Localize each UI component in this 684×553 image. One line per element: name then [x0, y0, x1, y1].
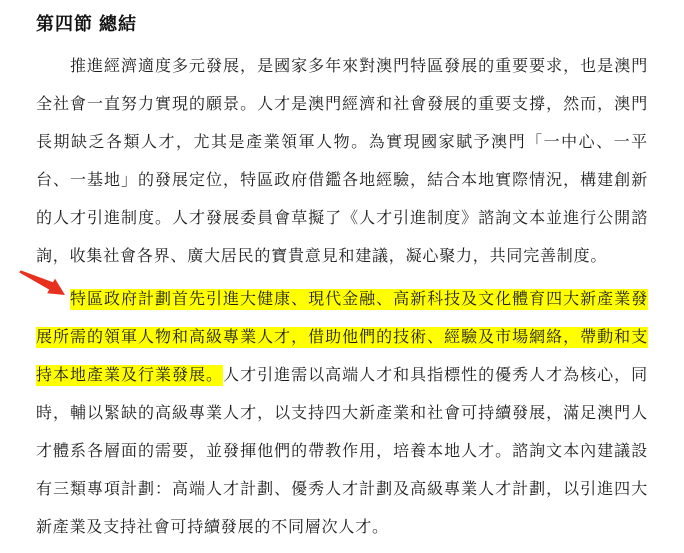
paragraph-plan: [36, 281, 648, 547]
paragraph-intro-text: 推進經濟適度多元發展，是國家多年來對澳門特區發展的重要要求，也是澳門全社會一直努力實現的願景。人才是澳門經濟和社會發展的重要支撐，然而，澳門長期缺乏各類人才，尤其是產業領軍人物。為實現國家賦予澳門「一中心、一平台、一基地」的發展定位，特區政府借鑑各地經驗，結合本地實際情況，構建創新的人才引進制度。人才發展委員會草擬了《人才引進制度》諮詢文本並進行公開諮詢，收集社會各界、廣大居民的寶貴意見和建議，凝心聚力，共同完善制度。: [36, 58, 648, 265]
paragraph-plan-text: 人才引進需以高端人才和具指標性的優秀人才為核心，同時，輔以緊缺的高級專業人才，以支持四大新產業和社會可持續發展，滿足澳門人才體系各層面的需要，並發揮他們的帶教作用，培養本地人才。諮詢文本內建議設有三類專項計劃：高端人才計劃、優秀人才計劃及高級專業人才計劃，以引進四大新產業及支持社會可持續發展的不同層次人才。: [36, 367, 648, 536]
highlighted-text: 特區政府計劃首先引進大健康、現代金融、高新科技及文化體育四大新產業發展所需的領軍人物和高級專業人才，借助他們的技術、經驗及市場網絡，帶動和支持本地產業及行業發展。: [36, 291, 648, 384]
document-body: [36, 10, 648, 552]
paragraph-intro: [36, 48, 648, 276]
page-title: 第四節 總結: [36, 14, 138, 34]
